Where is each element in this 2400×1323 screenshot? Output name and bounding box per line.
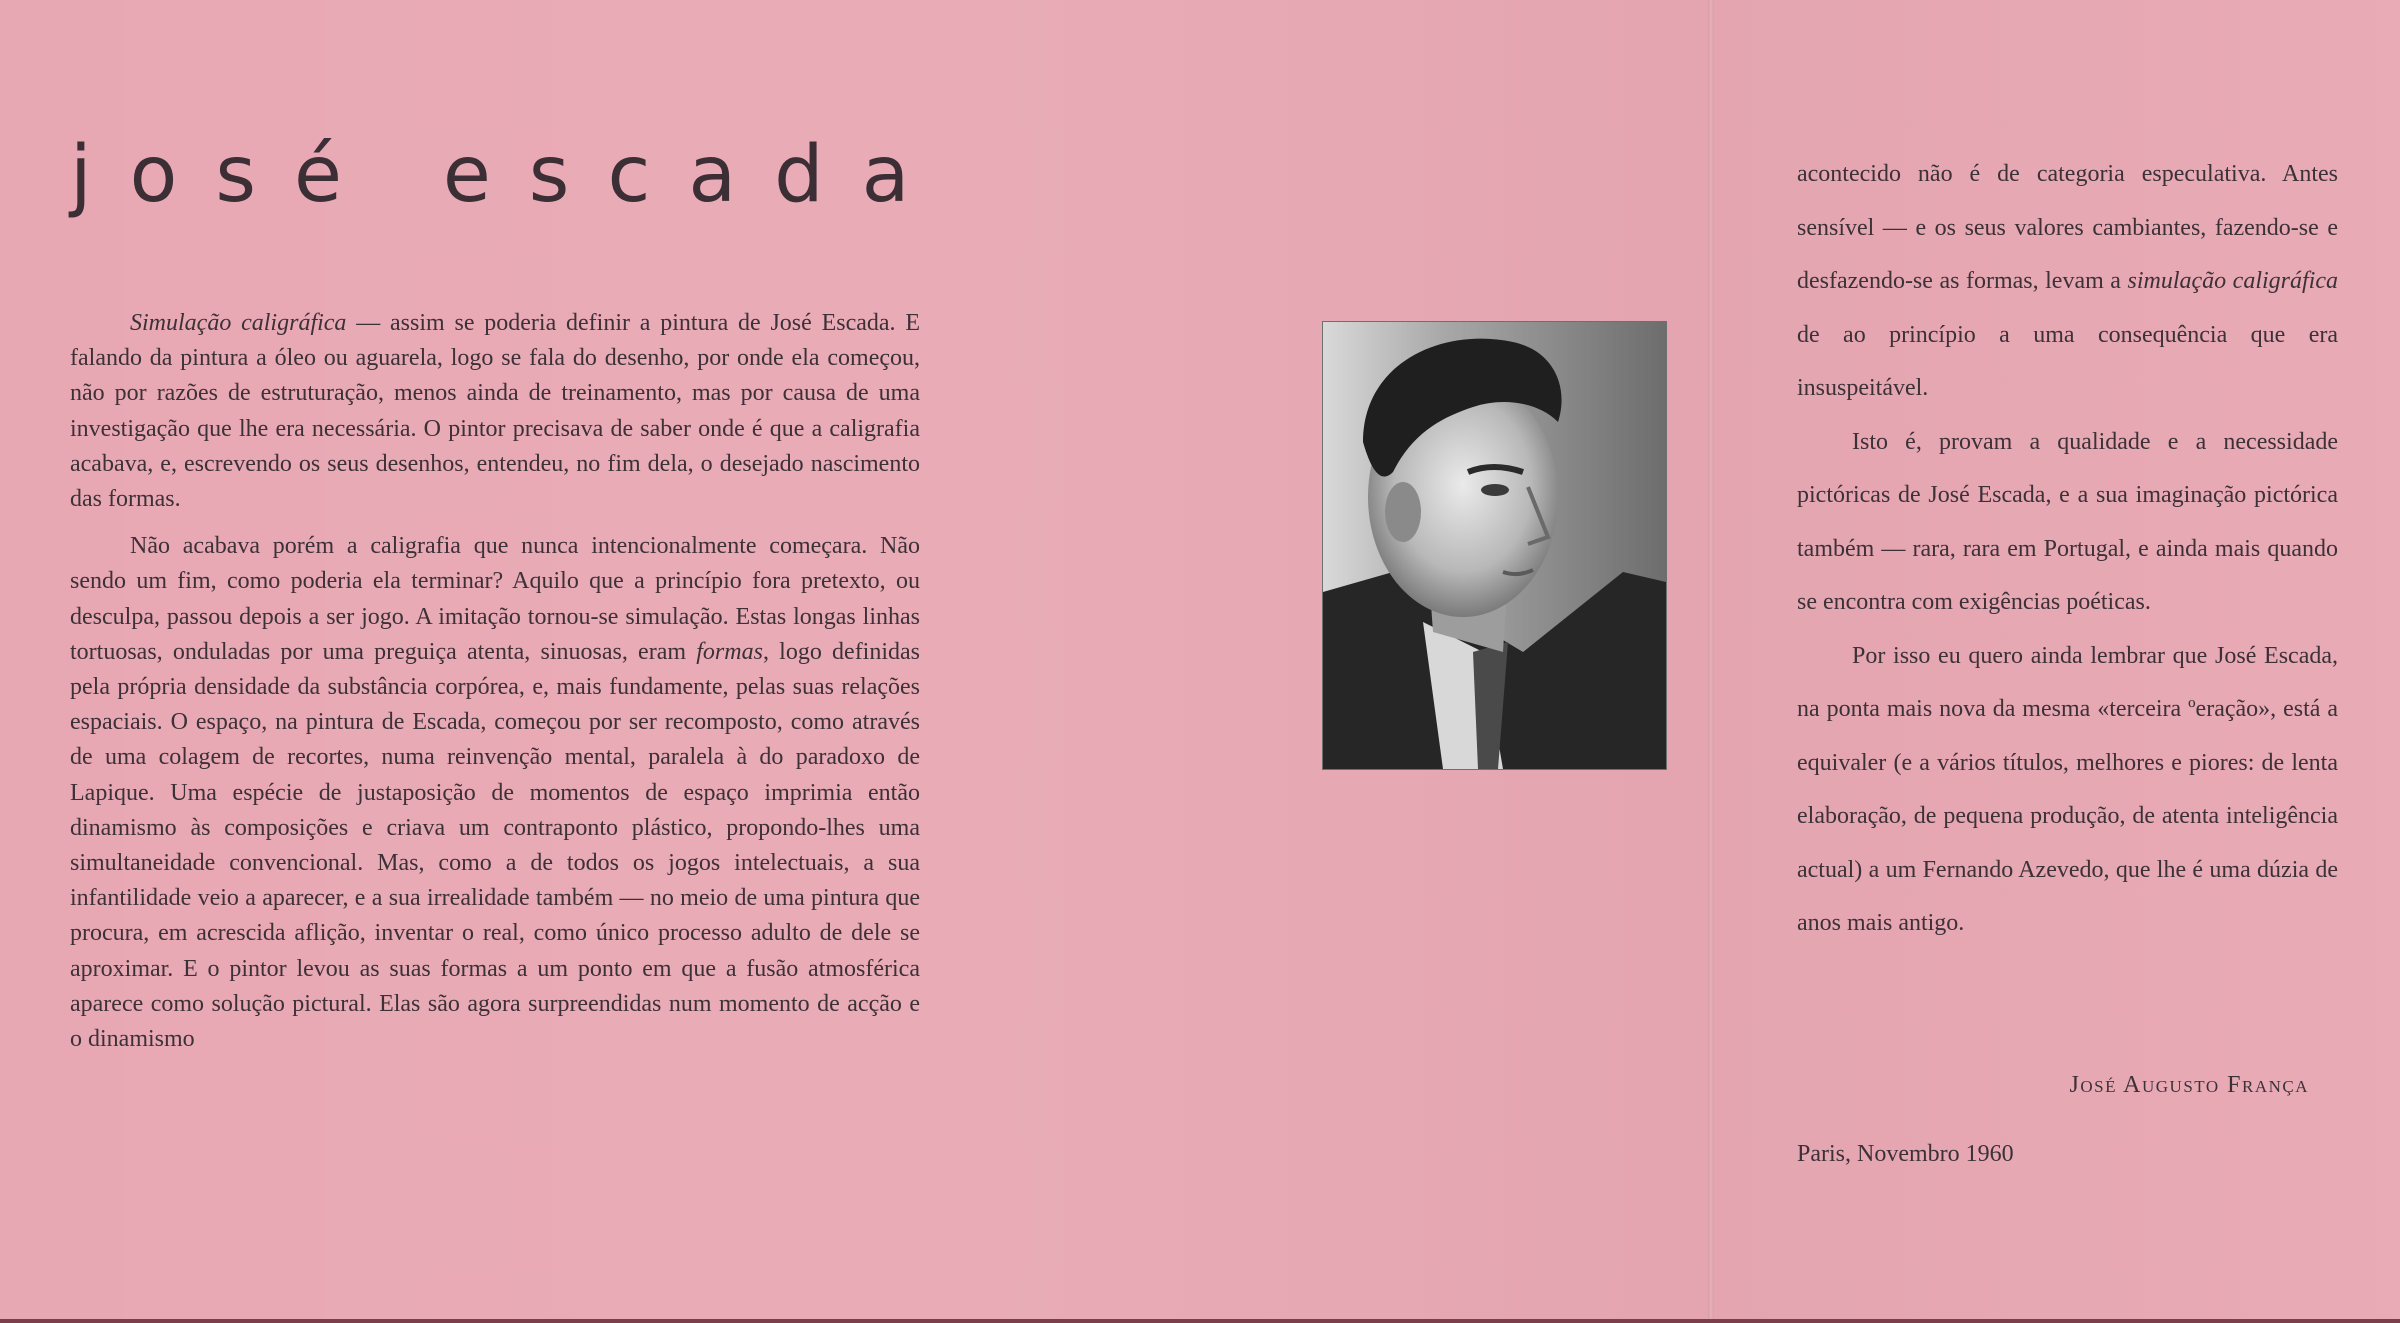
- italic-text-run: formas: [696, 638, 763, 665]
- paragraph: [1797, 630, 2338, 951]
- italic-text-run: simulação caligráfica: [2127, 268, 2339, 294]
- text-run: Por isso eu quero ainda lembrar que José Escada, na ponta mais nova da mesma «terceira ºeração», está a equivaler (e a vários títulos, melhores e piores: de lenta elaboração, de pequena produção, de atenta inteligência actual) a um Fernando Azevedo, que lhe é uma dúzia de anos mais antigo.: [1797, 642, 2338, 936]
- paragraph: [70, 529, 920, 1057]
- bottom-edge: [0, 1319, 2400, 1323]
- author-signature: José Augusto França: [2069, 1072, 2309, 1098]
- right-text-column: [1797, 148, 2338, 951]
- paragraph: [70, 306, 920, 517]
- left-text-column: [70, 306, 920, 1057]
- artist-name-title: josé escada: [70, 130, 948, 220]
- fold-line: [1708, 0, 1714, 1323]
- paragraph: [1797, 148, 2338, 416]
- text-run: Não acabava porém a caligrafia que nunca intencionalmente começara. Não sendo um fim, como poderia ela terminar? Aquilo que a princípio fora pretexto, ou desculpa, passou depois a ser jogo. A imitação tornou-se simulação. Estas longas linhas tortuosas, onduladas por uma preguiça atenta, sinuosas, eram: [70, 533, 920, 665]
- place-and-date: Paris, Novembro 1960: [1797, 1141, 2014, 1167]
- paragraph: [1797, 416, 2338, 630]
- text-run: de ao princípio a uma consequência que era insuspeitável.: [1797, 321, 2338, 401]
- text-run: — assim se poderia definir a pintura de José Escada. E falando da pintura a óleo ou aguarela, logo se fala do desenho, por onde ela começou, não por razões de estruturação, menos ainda de treinamento, mas por causa de uma investigação que lhe era necessária. O pintor precisava de saber onde é que a caligrafia acabava, e, escrevendo os seus desenhos, entendeu, no fim dela, o desejado nascimento das formas.: [70, 310, 920, 513]
- italic-text-run: Simulação caligráfica: [130, 310, 347, 336]
- text-run: Isto é, provam a qualidade e a necessidade pictóricas de José Escada, e a sua imaginação pictórica também — rara, rara em Portugal, e ainda mais quando se encontra com exigências poéticas.: [1797, 428, 2338, 615]
- portrait-image: [1323, 322, 1666, 769]
- artist-portrait-photo: [1322, 321, 1667, 770]
- text-run: acontecido não é de categoria especulativa. Antes sensível — e os seus valores cambiantes, fazendo-se e desfazendo-se as formas, levam a: [1797, 161, 2338, 294]
- text-run: , logo definidas pela própria densidade da substância corpórea, e, mais fundamente, pelas suas relações espaciais. O espaço, na pintura de Escada, começou por ser recomposto, como através de uma colagem de recortes, numa reinvenção mental, paralela à do paradoxo de Lapique. Uma espécie de justaposição de momentos de espaço imprimia então dinamismo às composições e criava um contraponto plástico, propondo-lhes uma simultaneidade convencional. Mas, como a de todos os jogos intelectuais, a sua infantilidade veio a aparecer, e a sua irrealidade também — no meio de uma pintura que procura, em acrescida aflição, inventar o real, como único processo adulto de dele se aproximar. E o pintor levou as suas formas a um ponto em que a fusão atmosférica aparece como solução pictural. Elas são agora surpreendidas num momento de acção e o dinamismo: [70, 638, 921, 1053]
